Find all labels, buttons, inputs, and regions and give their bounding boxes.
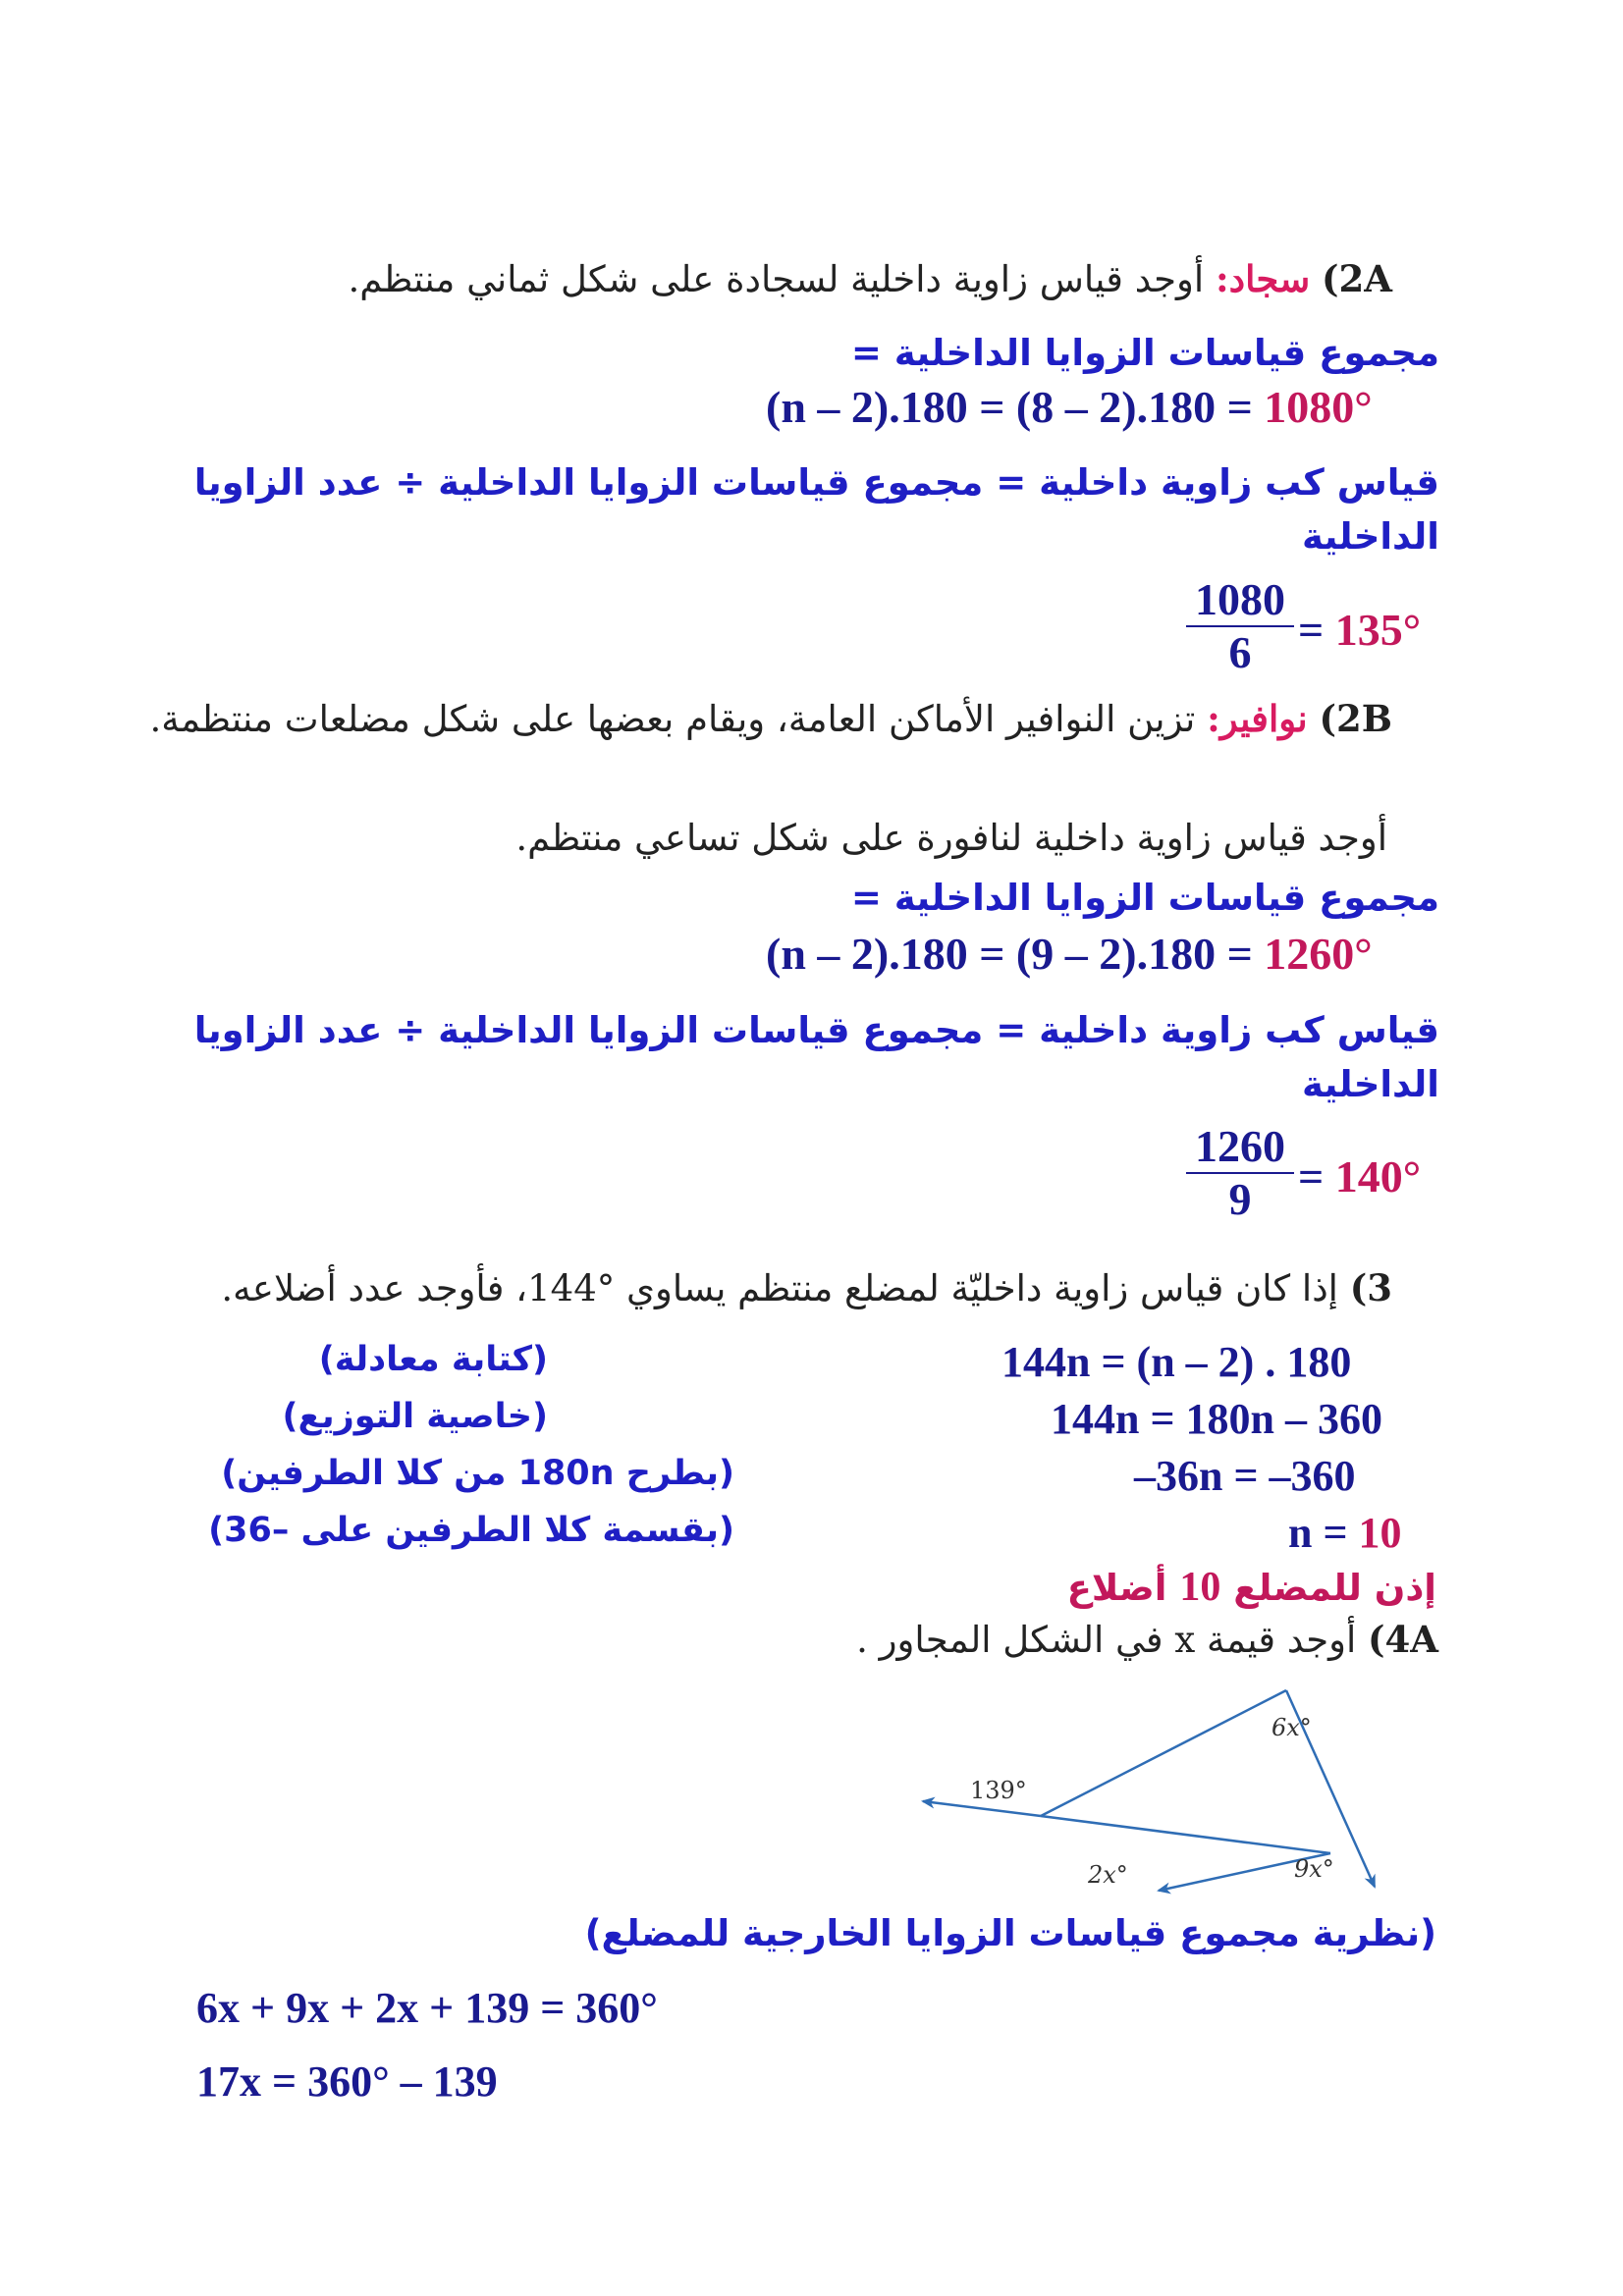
q4a-figure-angle-right: 9x° xyxy=(1294,1855,1334,1883)
q4a-figure-angle-left: 139° xyxy=(970,1777,1027,1804)
q2a-rule-line2: الداخلية xyxy=(1302,515,1439,558)
q3-conclusion-number: 10 xyxy=(1179,1565,1221,1610)
q2b-rule-line1: قياس كب زاوية داخلية = مجموع قياسات الزوايا الداخلية ÷ عدد الزاويا xyxy=(193,1009,1439,1051)
q3-step3-equation: –36n = –360 xyxy=(1134,1452,1356,1500)
q2b-equation-body: (n – 2).180 = (9 – 2).180 = xyxy=(766,929,1265,979)
q2a-equation xyxy=(766,381,1373,433)
q2a-fraction-equals: = xyxy=(1298,605,1325,655)
q2a-equation-body: (n – 2).180 = (8 – 2).180 = xyxy=(766,382,1265,432)
q2b-number: 2B) xyxy=(1319,697,1392,740)
q3-conclusion-a: إذن للمضلع xyxy=(1233,1567,1436,1609)
q3-step2-equation: 144n = 180n – 360 xyxy=(1051,1395,1383,1443)
q2b-equation xyxy=(766,928,1373,980)
q2b-fraction-equals: = xyxy=(1298,1151,1325,1201)
q2b-fraction xyxy=(1186,1121,1294,1225)
q2a-fraction-result-line xyxy=(1298,604,1421,656)
q2a-equation-result: 1080° xyxy=(1264,382,1373,432)
q3-step3-note: (بطرح 180n من كلا الطرفين) xyxy=(221,1454,734,1493)
q4a-figure-angle-top: 6x° xyxy=(1271,1714,1312,1741)
q3-step4-equation-value: 10 xyxy=(1358,1509,1402,1557)
q2a-prompt-line xyxy=(348,257,1392,300)
q4a-prompt: أوجد قيمة x في الشكل المجاور . xyxy=(856,1619,1357,1661)
q3-conclusion-b: أضلاع xyxy=(1066,1567,1167,1609)
q3-step1-equation: 144n = (n – 2) . 180 xyxy=(1001,1338,1352,1386)
q2a-fraction-denominator: 6 xyxy=(1228,627,1252,677)
q2a-sum-label: مجموع قياسات الزوايا الداخلية = xyxy=(850,332,1439,374)
q3-step1-note: (كتابة معادلة) xyxy=(318,1340,548,1379)
q2a-fraction-numerator: 1080 xyxy=(1195,574,1285,624)
q2a-prompt: أوجد قياس زاوية داخلية لسجادة على شكل ثماني منتظم. xyxy=(348,258,1205,300)
q3-step2-note: (خاصية التوزيع) xyxy=(282,1397,548,1436)
q4a-equation1: 6x + 9x + 2x + 139 = 360° xyxy=(196,1984,658,2032)
q3-step4-equation xyxy=(1288,1508,1402,1558)
q2b-sum-label: مجموع قياسات الزوايا الداخلية = xyxy=(850,877,1439,919)
q4a-theorem: (نظرية مجموع قياسات الزوايا الخارجية للمضلع) xyxy=(584,1912,1436,1954)
q3-prompt: إذا كان قياس زاوية داخليّة لمضلع منتظم يساوي °144، فأوجد عدد أضلاعه. xyxy=(221,1267,1338,1309)
q2a-number: 2A) xyxy=(1322,257,1392,300)
q2b-equation-result: 1260° xyxy=(1264,929,1373,979)
q2b-prompt-line xyxy=(150,697,1392,740)
q4a-number: 4A) xyxy=(1368,1618,1438,1661)
q3-conclusion xyxy=(1067,1564,1436,1611)
q4a-figure-angle-bottom: 2x° xyxy=(1088,1861,1128,1889)
q2a-fraction-result: 135° xyxy=(1334,605,1422,655)
q2b-prompt: تزين النوافير الأماكن العامة، ويقام بعضها على شكل مضلعات منتظمة. xyxy=(149,698,1196,740)
q2b-label: نوافير: xyxy=(1207,697,1308,740)
q3-number: 3) xyxy=(1349,1266,1392,1309)
q3-prompt-line xyxy=(221,1266,1392,1309)
q2b-fraction-result: 140° xyxy=(1334,1151,1422,1201)
q2a-fraction xyxy=(1186,574,1294,678)
q2b-prompt2: أوجد قياس زاوية داخلية لنافورة على شكل تساعي منتظم. xyxy=(515,817,1387,859)
q4a-equation2: 17x = 360° – 139 xyxy=(196,2057,498,2106)
q2b-fraction-denominator: 9 xyxy=(1228,1174,1252,1224)
q2a-rule-line1: قياس كب زاوية داخلية = مجموع قياسات الزوايا الداخلية ÷ عدد الزاويا xyxy=(193,461,1439,504)
q4a-triangle-figure xyxy=(903,1669,1394,1904)
q3-step4-equation-left: n = xyxy=(1288,1509,1359,1557)
q4a-prompt-line xyxy=(856,1618,1438,1661)
q2b-fraction-numerator: 1260 xyxy=(1195,1121,1285,1171)
q4a-figure-side-top-left xyxy=(1041,1690,1286,1816)
q2b-rule-line2: الداخلية xyxy=(1302,1063,1439,1105)
q2b-fraction-result-line xyxy=(1298,1150,1421,1202)
q2a-label: سجاد: xyxy=(1215,257,1311,300)
q4a-figure-side-top-right xyxy=(1041,1816,1330,1853)
q3-step4-note: (بقسمة كلا الطرفين على –36) xyxy=(208,1511,734,1550)
